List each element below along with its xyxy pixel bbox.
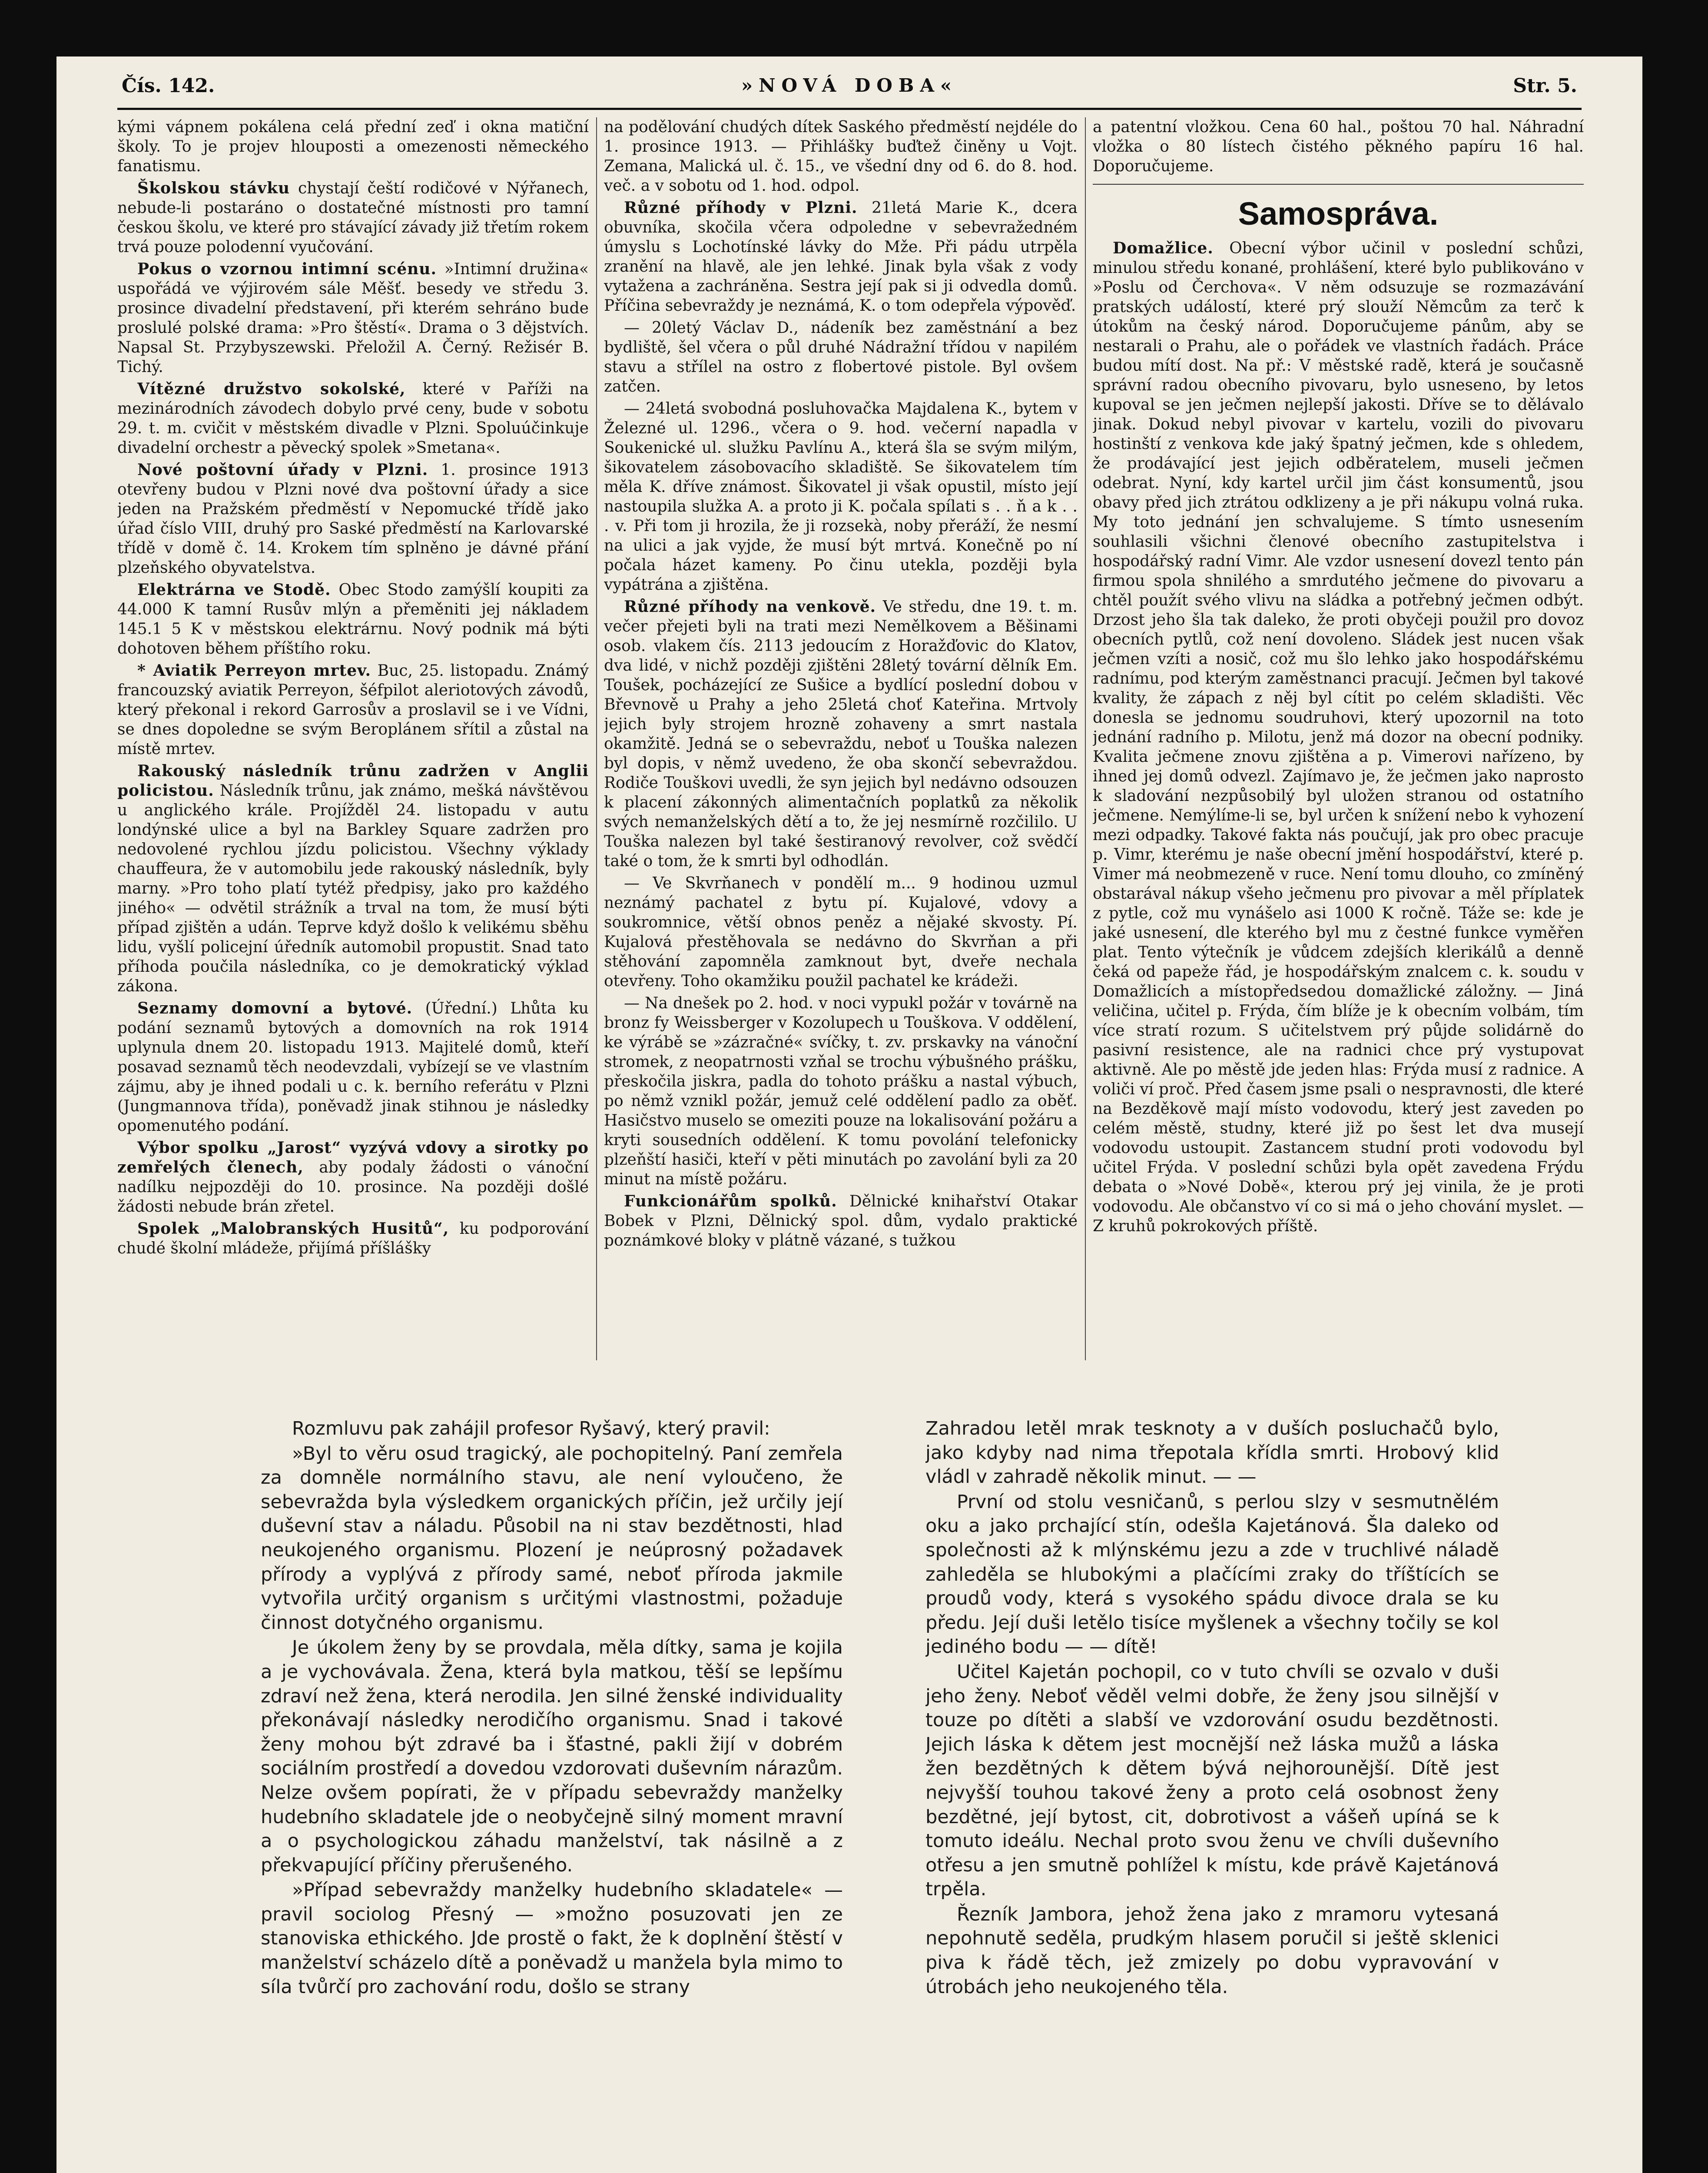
news-keyword: Různé příhody na venkově. bbox=[624, 598, 876, 616]
news-text: Dělnické knihařství Otakar Bobek v Plzni, Dělnický spol. dům, vydalo praktické poznámkové bloky v plátně vázané, s tužkou bbox=[604, 1193, 1078, 1249]
news-keyword: Elektrárna ve Stodě. bbox=[137, 581, 331, 599]
col2-intro: na podělování chudých dítek Saského předměstí nejdéle do 1. prosince 1913. — Přihlášky buďtež činěny u Vojt. Zemana, Malická ul. č. 15., ve všední dny od 6. do 8. hod. več. a v sobotu od 1. hod. odpol. bbox=[604, 118, 1078, 195]
news-item bbox=[117, 1219, 589, 1258]
news-keyword: Rakouský následník trůnu zadržen v Anglii policistou. bbox=[117, 762, 589, 800]
news-text: Následník trůnu, jak známo, mešká návštěvou u anglického krále. Projížděl 24. listopadu v autu londýnské ulice a byl na Barkley Square zadržen pro nedovolené rychlou jízdu policistou. Všechny výklady chauffeura, že v automobilu jede rakouský následník, byly marny. »Pro toho platí tytéž předpisy, jako pro každého jiného« — odvětil strážník a trval na tom, že musí býti případ zjištěn a udán. Teprve když došlo k velikému sběhu lidu, vyšlí policejní úředník automobil propustit. Snad tato příhoda poučila následníka, co je demokratický výklad zákona. bbox=[117, 782, 589, 995]
news-text: Obecní výbor učinil v poslední schůzi, minulou středu konané, prohlášení, které bylo publikováno v »Poslu od Čerchova«. V něm odsuzuje se rozmazávání pratských událostí, které prý slouží Němcům za terč k útokům na český národ. Doporučujeme pánům, aby se nestarali o Prahu, ale o pořádek ve vlastních řadách. Práce budou mítí dost. Na př.: V městské radě, která je současně správní radou obecního pivovaru, bylo usneseno, by letos kupoval se jen ječmen nejlepší jakosti. Dříve se to dělávalo jinak. Dokud nebyl pivovar v kartelu, vozili do pivovaru hostinští z venkova kde jaký špatný ječmen, kde s ohledem, že prodávající jest jejich odběratelem, museli ječmen odebrat. Nyní, kdy kartel určil jim část konsumentů, jsou obavy před jich ztrátou odklizeny a je při nákupu volná ruka. My toto jednání jen schvalujeme. S tímto usnesením souhlasili všichni členové obecního zastupitelstva i hospodářský radní Vimr. Ale vzdor usnesení dovezl tento pán firmou spola shnilého a smrdutého ječmene do pivovaru a chtěl použít svého vlivu na sládka a potřebný ječmen odbýt. Drzost jeho šla tak daleko, že proti obyčeji použil pro dovoz obecních pytlů, což není dovoleno. Sládek jest nucen však ječmen vzíti a nosič, což mu šlo lehko jako hospodářskému radnímu, pod kterým zaměstnanci pracují. Ječmen byl takové kvality, že zápach z něj byl cítit po celém skladišti. Věc donesla se jednomu soudruhovi, který upozornil na toto jednání radního p. Milotu, jenž má dozor na obecní podniky. Kvalita ječmene znovu zjištěna a p. Vimerovi nařízeno, by ihned jej domů odvezl. Zajímavo je, že ječmen jako naprosto k sladování nezpůsobilý byl uložen stranou od ostatního ječmene. Nemýlíme-li se, byl určen k snížení nebo k vyhození mezi odpadky. Takové fakta nás poučují, jak pro obec pracuje p. Vimr, kterému je naše obecní jmění hospodářství, které p. Vimer má neobmezeně v ruce. Není tomu dlouho, co zmíněný obstarával nákup všeho ječmenu pro pivovar a měl příplatek z pytle, což mu vynášelo asi 1000 K ročně. Táže se: kde je jaké usnesení, dle kterého byl mu z čestné funkce vyměřen plat. Tento výtečník je vůdcem zdejších klerikálů a denně čeká od papeže řád, je hospodářským znalcem c. k. soudu v Domažlicích a místopředsedou domažlické záložny. — Jiná veličina, učitel p. Frýda, čím blíže je k obecním volbám, tím více stratí rozum. S učitelstvem prý půjde solidárně do pasivní resistence, ale na radnici chce prý vystupovat aktivně. Ale po městě jde jeden hlas: Frýda musí z radnice. A voliči ví proč. Před časem jsme psali o nespravnosti, dle které na Bezděkově mají místo vodovodu, který jest zaveden po celém městě, studny, které již po šest let dva musejí vodovodu ustoupit. Zastancem studní proti vodovodu byl učitel Frýda. V poslední schůzi byla opět zavedena Frýdu debata o »Nové Době«, kterou prý jej vinila, že je proti vodovodu. Ale občanstvo ví co si má o jeho chování myslet. — Z kruhů pokrokových příště. bbox=[1093, 239, 1584, 1235]
news-text: které v Paříži na mezinárodních závodech dobylo prvé ceny, bude v sobotu 29. t. m. cvičit v městském divadle v Plzni. Spoluúčinkuje divadelní orchestr a pěvecký spolek »Smetana«. bbox=[117, 380, 589, 457]
news-column-1 bbox=[117, 117, 589, 1365]
news-text: ku podporování chudé školní mládeže, přijímá příšlášky bbox=[117, 1220, 589, 1257]
news-item bbox=[117, 761, 589, 996]
news-item bbox=[604, 1192, 1078, 1250]
page-header bbox=[122, 70, 1577, 109]
news-item: — Ve Skvrňanech v pondělí m... 9 hodinou uzmul neznámý pachatel z bytu pí. Kujalové, vdovy a soukromnice, větší obnos peněz a nějaké skvosty. Pí. Kujalová přestěhovala se nedávno do Skvrňan a při stěhování zapomněla zamknout byt, dveře nechala otevřeny. Toho okamžiku použil pachatel ke krádeži. bbox=[604, 874, 1078, 990]
newspaper-page bbox=[56, 56, 1642, 2173]
news-item bbox=[117, 379, 589, 458]
story-page-left bbox=[261, 1417, 843, 2173]
section-separator bbox=[1093, 184, 1584, 185]
col3-intro: a patentní vložkou. Cena 60 hal., poštou 70 hal. Náhradní vložka o 80 lístech čistého pěkného papíru 16 hal. Doporučujeme. bbox=[1093, 118, 1584, 175]
news-text: Buc, 25. listopadu. Známý francouzský aviatik Perreyon, šéfpilot aleriotových závodů, který překonal i rekord Garrosův a proslavil se i ve Vídni, se dnes dopoledne se svým Beroplánem sřítil a zůstal na místě mrtev. bbox=[117, 662, 589, 758]
news-item bbox=[117, 259, 589, 377]
news-keyword: Seznamy domovní a bytové. bbox=[137, 999, 413, 1017]
news-text: 1. prosince 1913 otevřeny budou v Plzni nové dva poštovní úřady a sice jeden na Pražském předměstí v Nepomucké třídě jako úřad číslo VIII, druhý pro Saské předměstí na Karlovarské třídě v domě č. 14. Krokem tím splněno je dávné přání plzeňského obyvatelstva. bbox=[117, 461, 589, 577]
news-item bbox=[117, 460, 589, 578]
story-paragraph: Řezník Jambora, jehož žena jako z mramoru vytesaná nepohnutě seděla, prudkým hlasem poručil si ještě sklenici piva k řádě těch, jež zmizely po dobu vypravování v útrobách jeho neukojeného těla. bbox=[925, 1903, 1499, 1998]
column-divider bbox=[596, 117, 597, 1360]
news-keyword: Funkcionářům spolků. bbox=[624, 1192, 837, 1210]
news-item bbox=[604, 198, 1078, 316]
news-text: (Úřední.) Lhůta ku podání seznamů bytových a domovních na rok 1914 uplynula dnem 20. listopadu 1913. Majitelé domů, kteří posavad seznamů těch neodevzdali, vybízejí se ve vlastním zájmu, aby je ihned podali u c. k. berního referátu v Plzni (Jungmannova třída), poněvadž jinak stihnou je následky opomenutého podání. bbox=[117, 1000, 589, 1135]
news-keyword: Spolek „Malobranských Husitů“, bbox=[137, 1219, 449, 1238]
news-keyword: Vítězné družstvo sokolské, bbox=[137, 380, 406, 398]
news-column-2 bbox=[604, 117, 1078, 1365]
newspaper-title: »NOVÁ DOBA« bbox=[741, 75, 958, 96]
story-paragraph: Rozmluvu pak zahájil profesor Ryšavý, který pravil: bbox=[292, 1418, 770, 1439]
story-page-right bbox=[925, 1417, 1499, 2173]
news-keyword: Pokus o vzornou intimní scénu. bbox=[137, 260, 437, 278]
news-item bbox=[117, 580, 589, 658]
news-item bbox=[117, 999, 589, 1136]
story-paragraph: »Byl to věru osud tragický, ale pochopitelný. Paní zemřela za domněle normálního stavu, ale není vyloučeno, že sebevražda byla výsledkem organických příčin, jež určily její duševní stav a náladu. Působil na ni stav bezdětnosti, hlad neukojeného organismu. Plození je neúprosný požadavek přírody a vyplývá z přírody samé, neboť příroda jakmile vytvořila určitý organism s určitými vlastnostmi, požaduje činnost dotyčného organismu. bbox=[261, 1442, 843, 1634]
story-paragraph: První od stolu vesničanů, s perlou slzy v sesmutnělém oku a jako prchající stín, odešla Kajetánová. Šla daleko od společnosti až k mlýnskému jezu a zde v truchlivé náladě zahleděla se hlubokými a plačícími zraky do tříštících se proudů vody, která s vysokého spádu divoce drala se ku předu. Její duši letělo tisíce myšlenek a všechny točily se kol jediného bodu — — dítě! bbox=[925, 1491, 1499, 1658]
story-paragraph: »Případ sebevraždy manželky hudebního skladatele« — pravil sociolog Přesný — »možno posuzovati jen ze stanoviska ethického. Jde prostě o fakt, že k doplnění štěstí v manželství scházelo dítě a poněvadž u manžela byla mimo to síla tvůrčí pro zachování rodu, došlo se strany bbox=[261, 1879, 843, 1998]
news-text: aby podaly žádosti o vánoční nadílku nejpozději do 10. prosince. Na později došlé žádosti nebude brán zřetel. bbox=[117, 1159, 589, 1216]
story-paragraph: Zahradou letěl mrak tesknoty a v duších posluchačů bylo, jako kdyby nad nima třepotala křídla smrti. Hrobový klid vládl v zahradě několik minut. — — bbox=[925, 1418, 1499, 1488]
news-item: — 24letá svobodná posluhovačka Majdalena K., bytem v Železné ul. 1296., včera o 9. hod. večerní napadla v Soukenické ul. služku Pavlínu A., která šla se svým milým, šikovatelem zásobovacího skladiště. Se šikovatelem tím měla K. dříve známost. Šikovatel ji však opustil, místo její nastoupila služka A. a proto ji K. počala spílati s . . ň a k . . . v. Při tom ji hrozila, že ji rozsekà, noby přeráží, že nesmí na ulici a jak vyjde, že musí být mrtvá. Konečně po ní počala házet kameny. Po činu utekla, později byla vypátrána a zjištěna. bbox=[604, 400, 1078, 594]
news-item bbox=[1093, 239, 1584, 1236]
story-paragraph: Je úkolem ženy by se provdala, měla dítky, sama je kojila a je vychovávala. Žena, která byla matkou, těší se lepšímu zdraví než žena, která nerodila. Jen silné ženské individuality překonávají následky nerodičího organismu. Snad i takové ženy mohou být zdravé ba i šťastné, pakli žijí v dobrém sociálním prostředí a dovedou vzdorovati duševním nárazům. Nelze ovšem popírati, že v případu sebevraždy manželky hudebního skladatele jde o neobyčejně silný moment mravní a o psychologickou záhadu manželství, tak násilně a z překvapující příčiny přerušeného. bbox=[261, 1637, 843, 1876]
section-heading: Samospráva. bbox=[1238, 196, 1439, 232]
col1-intro: kými vápnem pokálena celá přední zeď i okna matiční školy. To je projev hlouposti a omezenosti německého fanatismu. bbox=[117, 118, 589, 175]
news-item: — 20letý Václav D., nádeník bez zaměstnání a bez bydliště, šel včera o půl druhé Nádražní třídou v napilém stavu a střílel na ostro z flobertové pistole. Byl ovšem zatčen. bbox=[604, 319, 1078, 395]
news-keyword: Výbor spolku „Jarost“ vyzývá vdovy a sirotky po zemřelých členech, bbox=[117, 1139, 589, 1176]
news-text: »Intimní družina« uspořádá ve výjirovém sále Měšť. besedy ve středu 3. prosince divadelní představení, při kterém sehráno bude proslulé polské drama: »Pro štěstí«. Drama o 3 dějstvích. Napsal St. Przybyszewski. Přeložil A. Černý. Režisér B. Tichý. bbox=[117, 260, 589, 376]
news-column-3 bbox=[1093, 117, 1584, 1365]
news-keyword: * Aviatik Perreyon mrtev. bbox=[137, 661, 371, 680]
news-text: chystají čeští rodičové v Nýřanech, nebude-li postaráno o dostatečné místnosti pro tamní českou školu, ve které pro stávající závady již třetím rokem trvá pouze polodenní vyučování. bbox=[117, 179, 589, 256]
news-keyword: Nové poštovní úřady v Plzni. bbox=[137, 461, 428, 479]
news-keyword: Různé příhody v Plzni. bbox=[624, 199, 858, 217]
news-text: 21letá Marie K., dcera obuvníka, skočila včera odpoledne v sebevražedném úmyslu s Lochotínské lávky do Mže. Při pádu utrpěla zranění na hlavě, ale jen lehké. Jinak byla však z vody vytažena a zachráněna. Sestra její pak si ji odvedla domů. Příčina sebevraždy je neznámá, K. o tom odepřela výpověď. bbox=[604, 199, 1078, 315]
news-item bbox=[117, 1138, 589, 1216]
news-item bbox=[117, 179, 589, 257]
news-text: Obec Stodo zamýšlí koupiti za 44.000 K tamní Rusův mlýn a přeměniti jej nákladem 145.1 5 K v městskou elektrárnu. Nový podnik má býti dohotoven během příštího roku. bbox=[117, 581, 589, 658]
issue-number: Čís. 142. bbox=[122, 75, 215, 97]
story-paragraph: Učitel Kajetán pochopil, co v tuto chvíli se ozvalo v duši jeho ženy. Neboť věděl velmi dobře, že ženy jsou silnější v touze po dítěti a slabší ve vzdorování osudu bezdětnosti. Jejich láska k dětem jest mocnější než láska mužů a láska žen bezdětných k dětem bývá nejhorounější. Dítě jest nejvyšší touhou takové ženy a proto celá osobnost ženy bezdětné, její bytost, cit, dobrotivost a vášeň upíná se k tomuto ideálu. Nechal proto svou ženu ve chvíli duševního otřesu a jen smutně pohlížel k místu, kde právě Kajetánová trpěla. bbox=[925, 1661, 1499, 1901]
news-keyword: Domažlice. bbox=[1113, 239, 1214, 257]
news-text: Ve středu, dne 19. t. m. večer přejeti byli na trati mezi Nemělkovem a Běšinami osob. vlakem čís. 2113 jedoucím z Horažďovic do Klatov, dva lidé, v nichž později zjištěni 28letý tovární dělník Em. Toušek, pocházející ze Sušice a bydlící poslední dobou v Břevnově u Prahy a jeho 25letá choť Kateřina. Mrtvoly jejich byly strojem hrozně zohaveny a smrt nastala okamžitě. Jedná se o sebevraždu, neboť u Touška nalezen byl dopis, v němž uvedeno, že oba skončí sebevraždou. Rodiče Touškovi uvedli, že syn jejich byl nedávno odsouzen k placení zákonných alimentačních poplatků za několik svých nemanželských dětí a to, že jej nesmírně rozčililo. U Touška nalezen byl také šestiranový revolver, což svědčí také o tom, že k smrti byl odhodlán. bbox=[604, 598, 1078, 870]
column-divider bbox=[1085, 117, 1086, 1360]
news-item: — Na dnešek po 2. hod. v noci vypukl požár v továrně na bronz fy Weissberger v Kozolupech u Touškova. V oddělení, ke výrábě se »zázračné« svíčky, t. zv. prskavky na vánoční stromek, z neopatrnosti vzňal se trochu výbušného prášku, přeskočila jiskra, padla do tohoto prášku a nastal výbuch, po němž vznikl požár, jemuž celé oddělení padlo za oběť. Hasičstvo muselo se omeziti pouze na lokalisování požáru a kryti sousedních oddělení. K tomu povolání telefonicky plzeňští hasiči, kteří v pěti minutách po zavolání byli za 20 minut na místě požáru. bbox=[604, 994, 1078, 1188]
news-keyword: Školskou stávku bbox=[137, 179, 290, 197]
news-item bbox=[604, 597, 1078, 871]
header-rule bbox=[117, 108, 1582, 110]
news-item bbox=[117, 661, 589, 759]
page-number: Str. 5. bbox=[1513, 75, 1577, 97]
